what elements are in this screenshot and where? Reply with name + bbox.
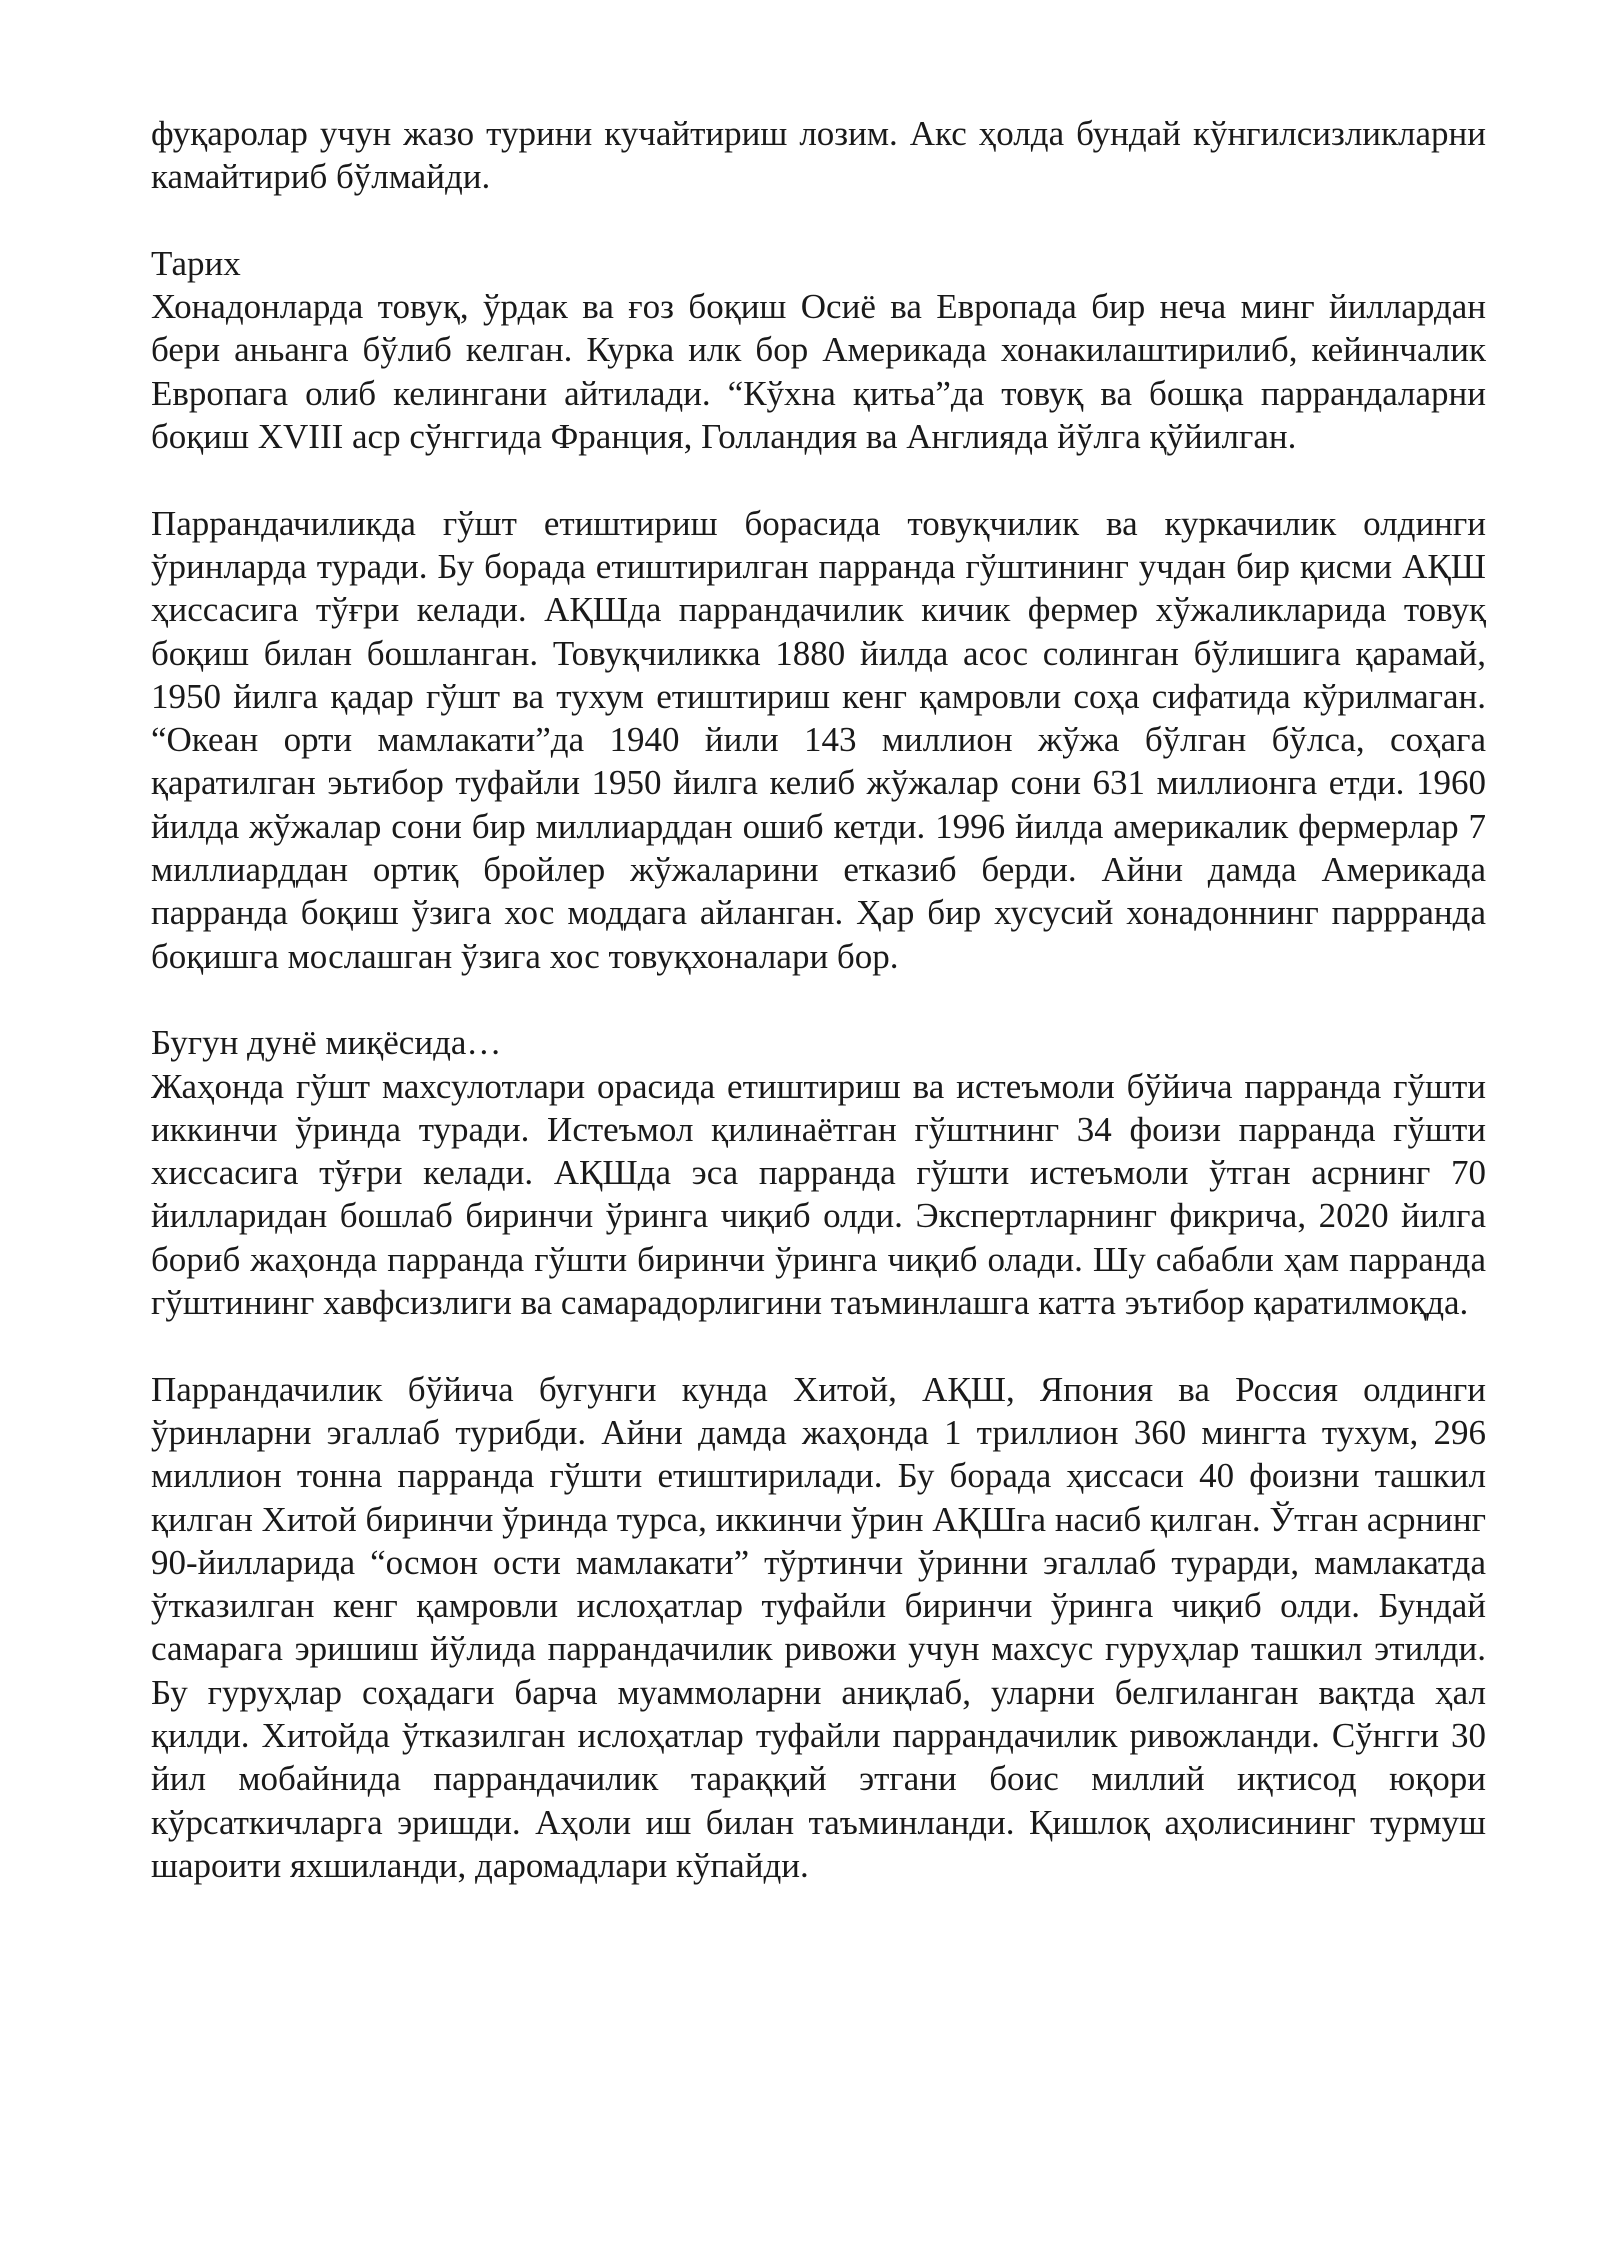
paragraph-gap xyxy=(151,458,1486,501)
paragraph-history-1: Хонадонларда товуқ, ўрдак ва ғоз боқиш Осиё ва Европада бир неча минг йиллардан бери аньанга бўлиб келган. Курка илк бор Америкада хонакилаштирилиб, кейинчалик Европага олиб келингани айтилади. “Кўхна қитьа”да товуқ ва бошқа паррандаларни боқиш XVIII аср сўнггида Франция, Голландия ва Англияда йўлга қўйилган. xyxy=(151,287,1486,457)
paragraph-intro: фуқаролар учун жазо турини кучайтириш лозим. Акс ҳолда бундай кўнгилсизликларни камайтириб бўлмайди. xyxy=(151,114,1486,197)
section-heading-world: Бугун дунё миқёсида… xyxy=(151,1023,502,1063)
paragraph-gap xyxy=(151,199,1486,242)
document-page xyxy=(151,112,1486,1887)
section-heading-history: Тарих xyxy=(151,243,241,283)
paragraph-gap xyxy=(151,978,1486,1021)
paragraph-history-2: Паррандачиликда гўшт етиштириш борасида товуқчилик ва куркачилик олдинги ўринларда туради. Бу борада етиштирилган парранда гўштининг учдан бир қисми АҚШ ҳиссасига тўғри келади. АҚШда паррандачилик кичик фермер хўжаликларида товуқ боқиш билан бошланган. Товуқчиликка 1880 йилда асос солинган бўлишига қарамай, 1950 йилга қадар гўшт ва тухум етиштириш кенг қамровли соҳа сифатида кўрилмаган. “Океан орти мамлакати”да 1940 йили 143 миллион жўжа бўлган бўлса, соҳага қаратилган эьтибор туфайли 1950 йилга келиб жўжалар сони 631 миллионга етди. 1960 йилда жўжалар сони бир миллиарддан ошиб кетди. 1996 йилда америкалик фермерлар 7 миллиарддан ортиқ бройлер жўжаларини етказиб берди. Айни дамда Америкада парранда боқиш ўзига хос моддага айланган. Ҳар бир хусусий хонадоннинг паррранда боқишга мослашган ўзига хос товуқхоналари бор. xyxy=(151,503,1486,976)
paragraph-gap xyxy=(151,1324,1486,1367)
paragraph-world-2: Паррандачилик бўйича бугунги кунда Хитой, АҚШ, Япония ва Россия олдинги ўринларни эгаллаб турибди. Айни дамда жаҳонда 1 триллион 360 мингта тухум, 296 миллион тонна парранда гўшти етиштирилади. Бу борада ҳиссаси 40 фоизни ташкил қилган Хитой биринчи ўринда турса, иккинчи ўрин АҚШга насиб қилган. Ўтган асрнинг 90-йилларида “осмон ости мамлакати” тўртинчи ўринни эгаллаб турарди, мамлакатда ўтказилган кенг қамровли ислоҳатлар туфайли биринчи ўринга чиқиб олди. Бундай самарага эришиш йўлида паррандачилик ривожи учун махсус гуруҳлар ташкил этилди. Бу гуруҳлар соҳадаги барча муаммоларни аниқлаб, уларни белгиланган вақтда ҳал қилди. Хитойда ўтказилган ислоҳатлар туфайли паррандачилик ривожланди. Сўнгги 30 йил мобайнида паррандачилик тараққий этгани боис миллий иқтисод юқори кўрсаткичларга эришди. Аҳоли иш билан таъминланди. Қишлоқ аҳолисининг турмуш шароити яхшиланди, даромадлари кўпайди. xyxy=(151,1369,1486,1885)
paragraph-world-1: Жаҳонда гўшт махсулотлари орасида етиштириш ва истеъмоли бўйича парранда гўшти иккинчи ўринда туради. Истеъмол қилинаётган гўштнинг 34 фоизи парранда гўшти хиссасига тўғри келади. АҚШда эса парранда гўшти истеъмоли ўтган асрнинг 70 йилларидан бошлаб биринчи ўринга чиқиб олди. Экспертларнинг фикрича, 2020 йилга бориб жаҳонда парранда гўшти биринчи ўринга чиқиб олади. Шу сабабли ҳам парранда гўштининг хавфсизлиги ва самарадорлигини таъминлашга катта эътибор қаратилмоқда. xyxy=(151,1066,1486,1323)
